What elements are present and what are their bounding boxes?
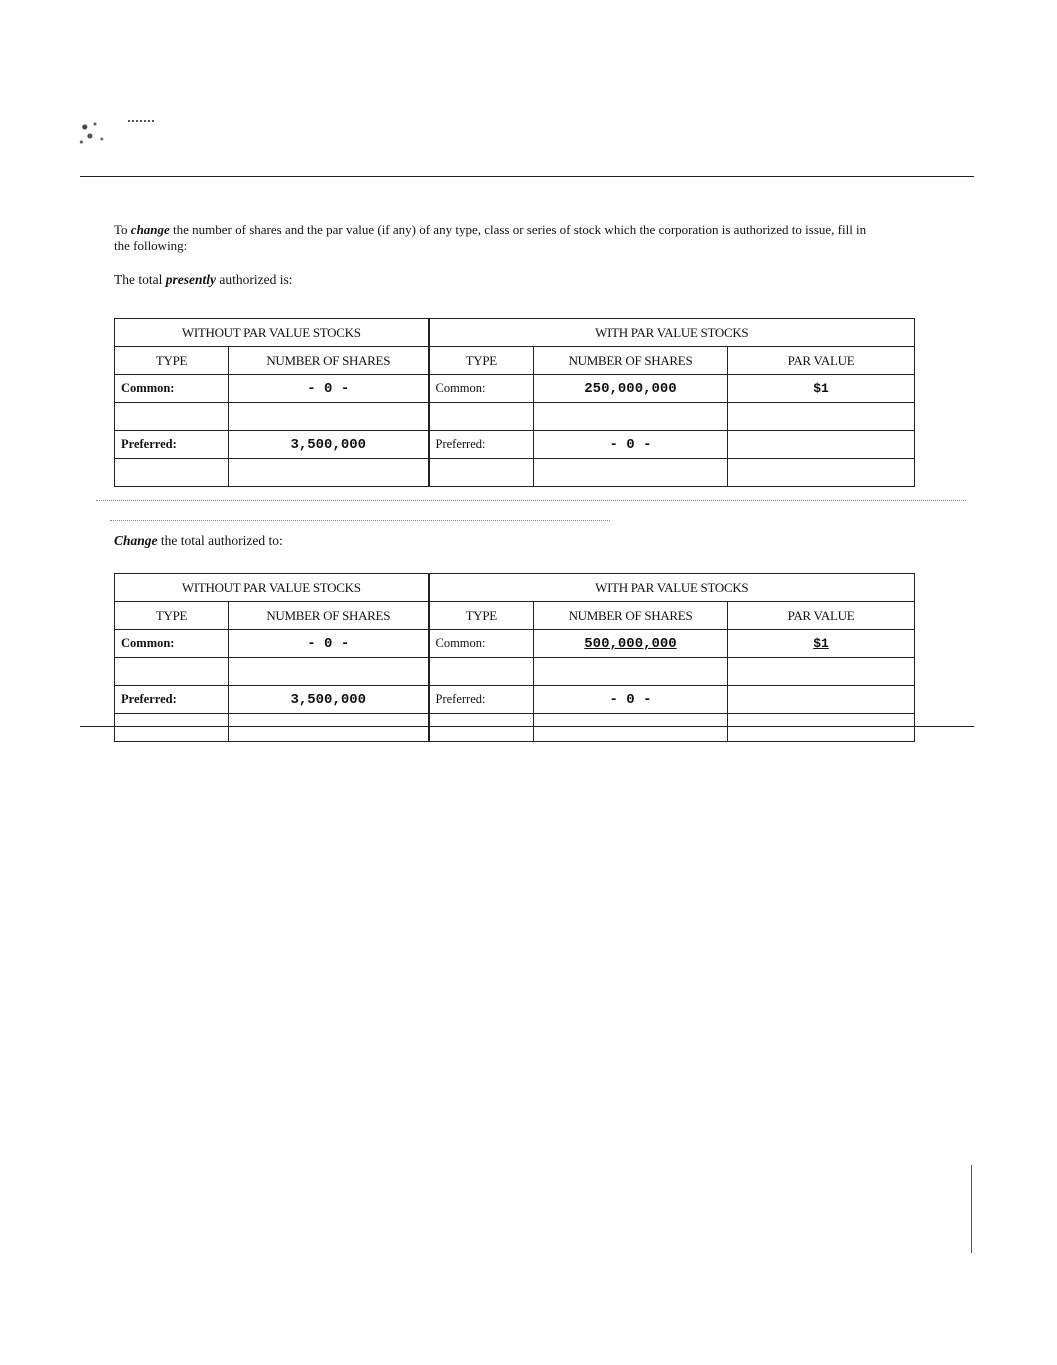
header-type: TYPE (115, 347, 229, 375)
shares-cell: 3,500,000 (229, 686, 429, 714)
header-without-par: WITHOUT PAR VALUE STOCKS (115, 319, 429, 347)
type-cell: Preferred: (115, 686, 229, 714)
shares-cell: - 0 - (229, 375, 429, 403)
empty-cell (229, 403, 429, 431)
header-shares: NUMBER OF SHARES (229, 347, 429, 375)
emphasis-change: change (130, 222, 170, 237)
empty-cell (728, 403, 915, 431)
table-row (115, 375, 915, 403)
empty-cell (728, 459, 915, 487)
table-row (115, 714, 915, 742)
empty-cell (115, 714, 229, 742)
table-row (115, 459, 915, 487)
change-table (114, 573, 914, 742)
shares-cell: 250,000,000 (534, 375, 728, 403)
empty-cell (728, 714, 915, 742)
empty-cell (728, 658, 915, 686)
table-row (115, 431, 915, 459)
type-cell: Preferred: (115, 431, 229, 459)
shares-cell: 500,000,000 (534, 630, 728, 658)
empty-cell (429, 658, 534, 686)
intro-paragraph: To change the number of shares and the par value (if any) of any type, class or series of stock which the corporation is authorized to issue, fill in the following: (114, 222, 867, 253)
table-row (115, 658, 915, 686)
shares-cell: - 0 - (229, 630, 429, 658)
table-row (115, 686, 915, 714)
scan-artifact (78, 118, 112, 148)
header-shares: NUMBER OF SHARES (229, 602, 429, 630)
present-table (114, 318, 914, 487)
present-label: The total presently authorized is: (114, 272, 293, 287)
change-label: Change the total authorized to: (114, 533, 283, 548)
type-cell: Common: (429, 375, 534, 403)
header-type: TYPE (115, 602, 229, 630)
scan-noise (96, 500, 966, 501)
empty-cell (115, 658, 229, 686)
par-value-cell (728, 431, 915, 459)
empty-cell (429, 714, 534, 742)
empty-cell (534, 403, 728, 431)
type-cell: Common: (115, 630, 229, 658)
type-cell: Common: (115, 375, 229, 403)
scan-artifact (128, 120, 154, 126)
scan-edge-line (971, 1165, 972, 1253)
scan-rule (80, 726, 974, 727)
header-rule (80, 176, 974, 177)
header-shares: NUMBER OF SHARES (534, 602, 728, 630)
empty-cell (534, 658, 728, 686)
empty-cell (229, 658, 429, 686)
type-cell: Preferred: (429, 686, 534, 714)
header-without-par: WITHOUT PAR VALUE STOCKS (115, 574, 429, 602)
header-with-par: WITH PAR VALUE STOCKS (429, 319, 915, 347)
shares-cell: - 0 - (534, 686, 728, 714)
empty-cell (429, 459, 534, 487)
header-par-value: PAR VALUE (728, 347, 915, 375)
table-row (115, 403, 915, 431)
empty-cell (115, 459, 229, 487)
empty-cell (534, 459, 728, 487)
scan-noise (110, 520, 610, 521)
shares-cell: 3,500,000 (229, 431, 429, 459)
par-value-cell (728, 686, 915, 714)
shares-cell: - 0 - (534, 431, 728, 459)
empty-cell (534, 714, 728, 742)
type-cell: Preferred: (429, 431, 534, 459)
header-type: TYPE (429, 602, 534, 630)
table-row (115, 630, 915, 658)
empty-cell (115, 403, 229, 431)
header-type: TYPE (429, 347, 534, 375)
par-value-cell: $1 (728, 630, 915, 658)
empty-cell (429, 403, 534, 431)
empty-cell (229, 459, 429, 487)
header-with-par: WITH PAR VALUE STOCKS (429, 574, 915, 602)
header-par-value: PAR VALUE (728, 602, 915, 630)
type-cell: Common: (429, 630, 534, 658)
empty-cell (229, 714, 429, 742)
par-value-cell: $1 (728, 375, 915, 403)
header-shares: NUMBER OF SHARES (534, 347, 728, 375)
